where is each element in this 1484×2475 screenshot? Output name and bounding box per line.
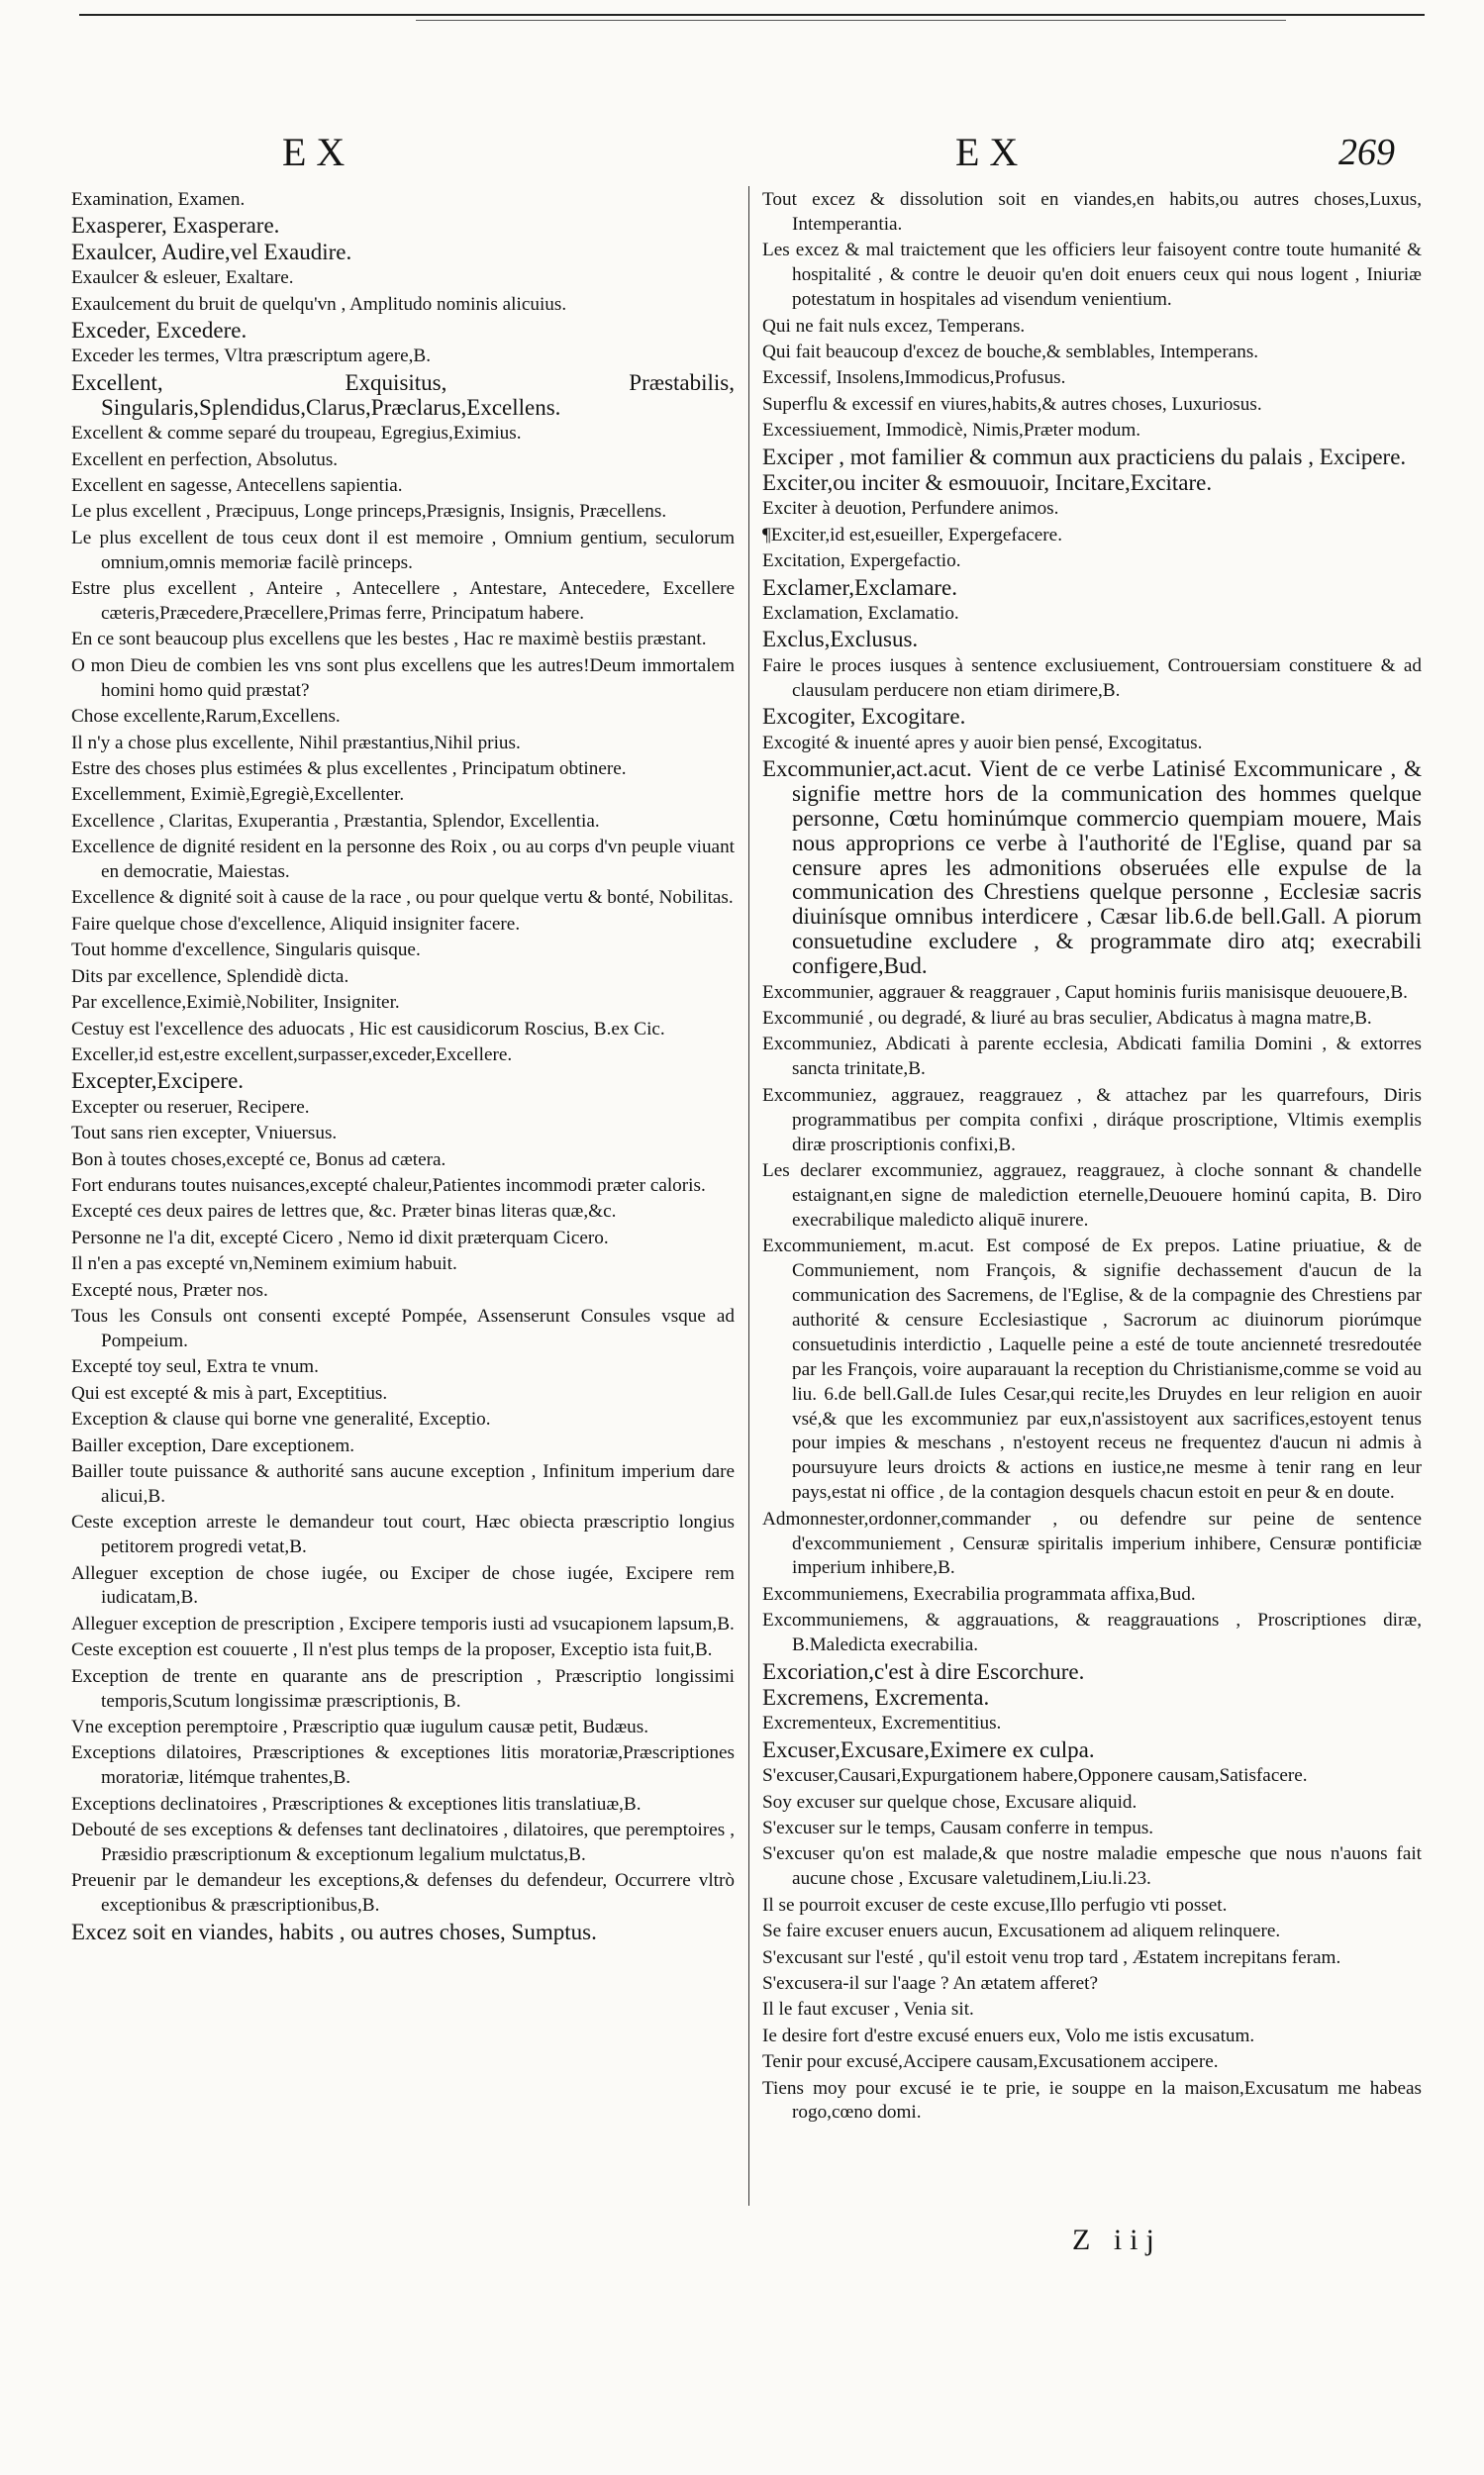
dictionary-entry: Exaulcer, Audire,vel Exaudire. bbox=[71, 239, 352, 264]
dictionary-entry: Exasperer, Exasperare. bbox=[71, 213, 280, 239]
dictionary-entry: S'excuser,Causari,Expurgationem habere,Opponere causam,Satisfacere. bbox=[762, 1765, 1308, 1787]
dictionary-entry: Les excez & mal traictement que les officiers leur faisoyent contre toute humanité & hospitalité , & contre le deuoir qu'en doit enuers ceux qui nous logent , Iniuriæ potestatum in hospitales ad visendum venientium. bbox=[762, 240, 1422, 311]
dictionary-entry: Excellent en sagesse, Antecellens sapientia. bbox=[71, 474, 403, 496]
dictionary-entry: Il se pourroit excuser de ceste excuse,Illo perfugio vti posset. bbox=[762, 1894, 1228, 1916]
dictionary-entry: Exclamer,Exclamare. bbox=[762, 574, 958, 600]
page-number: 269 bbox=[1338, 132, 1395, 173]
dictionary-entry: Tout sans rien excepter, Vniuersus. bbox=[71, 1123, 338, 1144]
right-running-head: EX bbox=[955, 130, 1029, 174]
dictionary-entry: Debouté de ses exceptions & defenses tant declinatoires , dilatoires, que peremptoires , Præsidio præscriptionum & exceptionum legalium mulctatus,B. bbox=[71, 1820, 735, 1865]
dictionary-entry: Admonnester,ordonner,commander , ou defendre sur peine de sentence d'excommuniement , Censuræ spiritalis imperium inhibere, Censuræ pontificiæ imperium inhibere,B. bbox=[762, 1508, 1422, 1579]
dictionary-entry: Excuser,Excusare,Eximere ex culpa. bbox=[762, 1736, 1095, 1762]
dictionary-entry: Par excellence,Eximiè,Nobiliter, Insigniter. bbox=[71, 992, 400, 1014]
dictionary-entry: Excogité & inuenté apres y auoir bien pensé, Excogitatus. bbox=[762, 732, 1203, 753]
dictionary-entry: Excessiuement, Immodicè, Nimis,Præter modum. bbox=[762, 420, 1141, 442]
dictionary-entry: Excepter ou reseruer, Recipere. bbox=[71, 1096, 310, 1118]
dictionary-entry: Excremens, Excrementa. bbox=[762, 1684, 990, 1710]
dictionary-entry: Vne exception peremptoire , Præscriptio quæ iugulum causæ petit, Budæus. bbox=[71, 1716, 649, 1737]
dictionary-entry: Il le faut excuser , Venia sit. bbox=[762, 1999, 974, 2021]
dictionary-entry: Excellent, Exquisitus, Præstabilis, Singularis,Splendidus,Clarus,Præclarus,Excellens. bbox=[71, 369, 735, 420]
dictionary-entry: Exception de trente en quarante ans de prescription , Præscriptio longissimi temporis,Scutum longissimæ præscriptionis, B. bbox=[71, 1665, 735, 1712]
dictionary-entry: Excepté ces deux paires de lettres que, &c. Præter binas literas quæ,&c. bbox=[71, 1201, 617, 1223]
top-border-rule-thin bbox=[416, 20, 1286, 21]
dictionary-entry: Excommuniemens, Execrabilia programmata affixa,Bud. bbox=[762, 1583, 1196, 1605]
dictionary-entry: Soy excuser sur quelque chose, Excusare aliquid. bbox=[762, 1791, 1138, 1813]
dictionary-entry: Exaulcer & esleuer, Exaltare. bbox=[71, 267, 294, 289]
dictionary-entry: Estre plus excellent , Anteire , Antecellere , Antestare, Antecedere, Excellere cæteris,Præcedere,Præcellere,Primas ferre, Principatum habere. bbox=[71, 578, 735, 624]
dictionary-entry: Excellent en perfection, Absolutus. bbox=[71, 448, 339, 470]
dictionary-entry: Preuenir par le demandeur les exceptions,& defenses du defendeur, Occurrere vltrò exceptionibus & præscriptionibus,B. bbox=[71, 1870, 735, 1917]
dictionary-entry: O mon Dieu de combien les vns sont plus excellens que les autres!Deum immortalem homini homo quid præstat? bbox=[71, 654, 735, 701]
dictionary-entry: Exciper , mot familier & commun aux practiciens du palais , Excipere. bbox=[762, 444, 1407, 469]
left-running-head: EX bbox=[282, 130, 355, 174]
dictionary-entry: Exciter,ou inciter & esmouuoir, Incitare,Excitare. bbox=[762, 469, 1213, 495]
dictionary-entry: Superflu & excessif en viures,habits,& autres choses, Luxuriosus. bbox=[762, 393, 1262, 415]
dictionary-entry: S'excuser sur le temps, Causam conferre in tempus. bbox=[762, 1818, 1154, 1838]
dictionary-entry: Tout excez & dissolution soit en viandes,en habits,ou autres choses,Luxus, Intemperantia. bbox=[762, 189, 1422, 235]
dictionary-entry: Excepté toy seul, Extra te vnum. bbox=[71, 1356, 319, 1378]
dictionary-entry: Excommuniez, Abdicati à parente ecclesia, Abdicati familia Domini , & extorres sancta trinitate,B. bbox=[762, 1034, 1422, 1080]
dictionary-entry: Excoriation,c'est à dire Escorchure. bbox=[762, 1658, 1085, 1684]
dictionary-entry: ¶Exciter,id est,esueiller, Expergefacere. bbox=[762, 524, 1062, 545]
dictionary-entry: Excommunier,act.acut. Vient de ce verbe Latinisé Excommunicare , & signifie mettre hors de la communication des hommes quelque personne, Cœtu hominúmque commercio quempiam mouere, Mais nous approprions ce verbe à l'authorité de l'Eglise, quand par sa censure apres les admonitions obseruées elle expulse de la communication des Chrestiens quelque personne , Ecclesiæ sacris diuinísque omnibus interdicere , Cæsar lib.6.de bell.Gall. A piorum consuetudine excludere , & programmate diro atq; execrabili configere,Bud. bbox=[762, 755, 1422, 979]
dictionary-entry: Examination, Examen. bbox=[71, 189, 246, 210]
dictionary-entry: Tous les Consuls ont consenti excepté Pompée, Assenserunt Consules vsque ad Pompeium. bbox=[71, 1305, 735, 1351]
dictionary-entry: Il n'en a pas excepté vn,Neminem eximium habuit. bbox=[71, 1253, 457, 1275]
dictionary-entry: Exciter à deuotion, Perfundere animos. bbox=[762, 498, 1059, 520]
dictionary-entry: Alleguer exception de chose iugée, ou Exciper de chose iugée, Excipere rem iudicatam,B. bbox=[71, 1562, 735, 1609]
dictionary-entry: S'excuser qu'on est malade,& que nostre maladie empesche que nous n'auons fait aucune chose , Excusare valetudinem,Liu.li.23. bbox=[762, 1843, 1422, 1890]
dictionary-entry: Exclus,Exclusus. bbox=[762, 627, 919, 652]
column-divider bbox=[748, 186, 749, 2206]
dictionary-entry: Exceptions dilatoires, Præscriptiones & exceptiones litis moratoriæ,Præscriptiones moratoriæ, litémque trahentes,B. bbox=[71, 1742, 735, 1789]
dictionary-entry: Qui ne fait nuls excez, Temperans. bbox=[762, 315, 1026, 337]
dictionary-entry: Excellence de dignité resident en la personne des Roix , ou au corps d'vn peuple viuant en democratie, Maiestas. bbox=[71, 837, 735, 883]
dictionary-entry: Bailler toute puissance & authorité sans aucune exception , Infinitum imperium dare alicui,B. bbox=[71, 1460, 735, 1507]
dictionary-entry: Cestuy est l'excellence des aduocats , Hic est causidicorum Roscius, B.ex Cic. bbox=[71, 1018, 665, 1040]
dictionary-entry: Bailler exception, Dare exceptionem. bbox=[71, 1435, 355, 1456]
dictionary-entry: Excommunier, aggrauer & reaggrauer , Caput hominis furiis manisisque deuouere,B. bbox=[762, 981, 1408, 1003]
dictionary-entry: S'excusant sur l'esté , qu'il estoit venu trop tard , Æstatem increpitans feram. bbox=[762, 1946, 1341, 1968]
dictionary-entry: Alleguer exception de prescription , Excipere temporis iusti ad vsucapionem lapsum,B. bbox=[71, 1613, 735, 1634]
dictionary-entry: Tout homme d'excellence, Singularis quisque. bbox=[71, 940, 421, 961]
signature-mark: Z iij bbox=[1072, 2224, 1162, 2256]
dictionary-entry: Fort endurans toutes nuisances,excepté chaleur,Patientes incommodi præter caloris. bbox=[71, 1174, 706, 1196]
dictionary-entry: Exception & clause qui borne vne generalité, Exceptio. bbox=[71, 1409, 491, 1431]
dictionary-entry: Exceder les termes, Vltra præscriptum agere,B. bbox=[71, 346, 432, 367]
dictionary-entry: Excellence , Claritas, Exuperantia , Præstantia, Splendor, Excellentia. bbox=[71, 810, 600, 832]
dictionary-entry: Excogiter, Excogitare. bbox=[762, 704, 966, 730]
dictionary-entry: Personne ne l'a dit, excepté Cicero , Nemo id dixit præterquam Cicero. bbox=[71, 1227, 609, 1248]
dictionary-entry: Excessif, Insolens,Immodicus,Profusus. bbox=[762, 367, 1066, 389]
dictionary-entry: Excez soit en viandes, habits , ou autres choses, Sumptus. bbox=[71, 1919, 597, 1944]
dictionary-entry: Qui fait beaucoup d'excez de bouche,& semblables, Intemperans. bbox=[762, 341, 1259, 362]
dictionary-entry: Exaulcement du bruit de quelqu'vn , Amplitudo nominis alicuius. bbox=[71, 293, 567, 315]
dictionary-entry: En ce sont beaucoup plus excellens que les bestes , Hac re maximè bestiis præstant. bbox=[71, 629, 707, 650]
dictionary-entry: Tenir pour excusé,Accipere causam,Excusationem accipere. bbox=[762, 2051, 1219, 2073]
dictionary-entry: Le plus excellent de tous ceux dont il est memoire , Omnium gentium, seculorum omnium,omnis memoriæ facilè princeps. bbox=[71, 527, 735, 573]
dictionary-entry: S'excusera-il sur l'aage ? An ætatem afferet? bbox=[762, 1972, 1098, 1994]
right-column bbox=[762, 188, 1422, 2128]
dictionary-entry: Les declarer excommuniez, aggrauez, reaggrauez, à cloche sonnant & chandelle estaignant,en signe de malediction eternelle,Deuouere hominú capita, B. Diro execrabilique maledicto aliquē inurere. bbox=[762, 1159, 1422, 1231]
dictionary-entry: Bon à toutes choses,excepté ce, Bonus ad cætera. bbox=[71, 1148, 446, 1170]
dictionary-entry: Exclamation, Exclamatio. bbox=[762, 603, 959, 624]
dictionary-entry: Excellence & dignité soit à cause de la race , ou pour quelque vertu & bonté, Nobilitas. bbox=[71, 887, 734, 909]
dictionary-entry: Il n'y a chose plus excellente, Nihil præstantius,Nihil prius. bbox=[71, 732, 521, 753]
dictionary-entry: Dits par excellence, Splendidè dicta. bbox=[71, 965, 349, 987]
dictionary-entry: Exceptions declinatoires , Præscriptiones & exceptiones litis translatiuæ,B. bbox=[71, 1793, 642, 1815]
dictionary-entry: Excellemment, Eximiè,Egregiè,Excellenter. bbox=[71, 784, 405, 806]
dictionary-entry: Ie desire fort d'estre excusé enuers eux, Volo me istis excusatum. bbox=[762, 2025, 1255, 2046]
dictionary-entry: Le plus excellent , Præcipuus, Longe princeps,Præsignis, Insignis, Præcellens. bbox=[71, 501, 667, 523]
dictionary-entry: Estre des choses plus estimées & plus excellentes , Principatum obtinere. bbox=[71, 757, 627, 779]
dictionary-entry: Faire le proces iusques à sentence exclusiuement, Controuersiam constituere & ad clausulam perducere non etiam dirimere,B. bbox=[762, 654, 1422, 701]
dictionary-entry: Excepté nous, Præter nos. bbox=[71, 1279, 268, 1301]
dictionary-entry: Excommuniement, m.acut. Est composé de Ex prepos. Latine priuatiue, & de Communiement, nom François, & signifie dechassement d'aucun de la communication des Sacremens, de l'Eglise, & de la compagnie des Chrestiens par authorité & censure Ecclesiastique , Sacrorum ac diuinorum piorúmque consuetudinis interdictio , Laquelle peine a esté de toute ancienneté tresredoutée par les François, voire auparauant la reception du Christianisme,comme se void au liu. 6.de bell.Gall.de Iules Cesar,qui recite,les Druydes en leur religion en auoir vsé,& que les excommuniez par eux,n'assistoyent aux sacrifices,estoyent tenus pour impies & meschans , n'estoyent receus ne frequentez d'aucun ni admis à poursuyure leurs droicts & actions en iustice,ne mesme à tenir rang en leur pays,estat ni office , de la contagion desquels chacun estoit en peur & en doute. bbox=[762, 1236, 1422, 1504]
dictionary-entry: Ceste exception arreste le demandeur tout court, Hæc obiecta præscriptio longius petitorem progredi vetat,B. bbox=[71, 1512, 735, 1558]
left-column bbox=[71, 188, 735, 1946]
dictionary-entry: Qui est excepté & mis à part, Exceptitius. bbox=[71, 1382, 388, 1404]
dictionary-entry: Faire quelque chose d'excellence, Aliquid insigniter facere. bbox=[71, 913, 521, 935]
dictionary-entry: Excommuniemens, & aggrauations, & reaggrauations , Proscriptiones diræ, B.Maledicta execrabilia. bbox=[762, 1610, 1422, 1656]
dictionary-entry: Exceller,id est,estre excellent,surpasser,exceder,Excellere. bbox=[71, 1043, 513, 1065]
dictionary-entry: Exceder, Excedere. bbox=[71, 318, 247, 344]
dictionary-entry: Excepter,Excipere. bbox=[71, 1068, 245, 1094]
dictionary-entry: Ceste exception est couuerte , Il n'est plus temps de la proposer, Exceptio ista fuit,B. bbox=[71, 1639, 713, 1661]
dictionary-entry: Chose excellente,Rarum,Excellens. bbox=[71, 706, 341, 728]
dictionary-entry: Excommunié , ou degradé, & liuré au bras seculier, Abdicatus à magna matre,B. bbox=[762, 1008, 1372, 1029]
dictionary-entry: Excommuniez, aggrauez, reaggrauez , & attachez par les quarrefours, Diris programmatibus per compita confixi , diráque proscriptione, Vltimis exemplis diræ proscriptionis confixi,B. bbox=[762, 1084, 1422, 1155]
dictionary-entry: Excellent & comme separé du troupeau, Egregius,Eximius. bbox=[71, 423, 522, 445]
dictionary-entry: Excitation, Expergefactio. bbox=[762, 550, 961, 572]
top-border-rule bbox=[79, 14, 1425, 16]
dictionary-entry: Excrementeux, Excrementitius. bbox=[762, 1713, 1002, 1734]
dictionary-entry: Se faire excuser enuers aucun, Excusationem ad aliquem relinquere. bbox=[762, 1921, 1281, 1942]
dictionary-entry: Tiens moy pour excusé ie te prie, ie souppe en la maison,Excusatum me habeas rogo,cœno domi. bbox=[762, 2077, 1422, 2124]
